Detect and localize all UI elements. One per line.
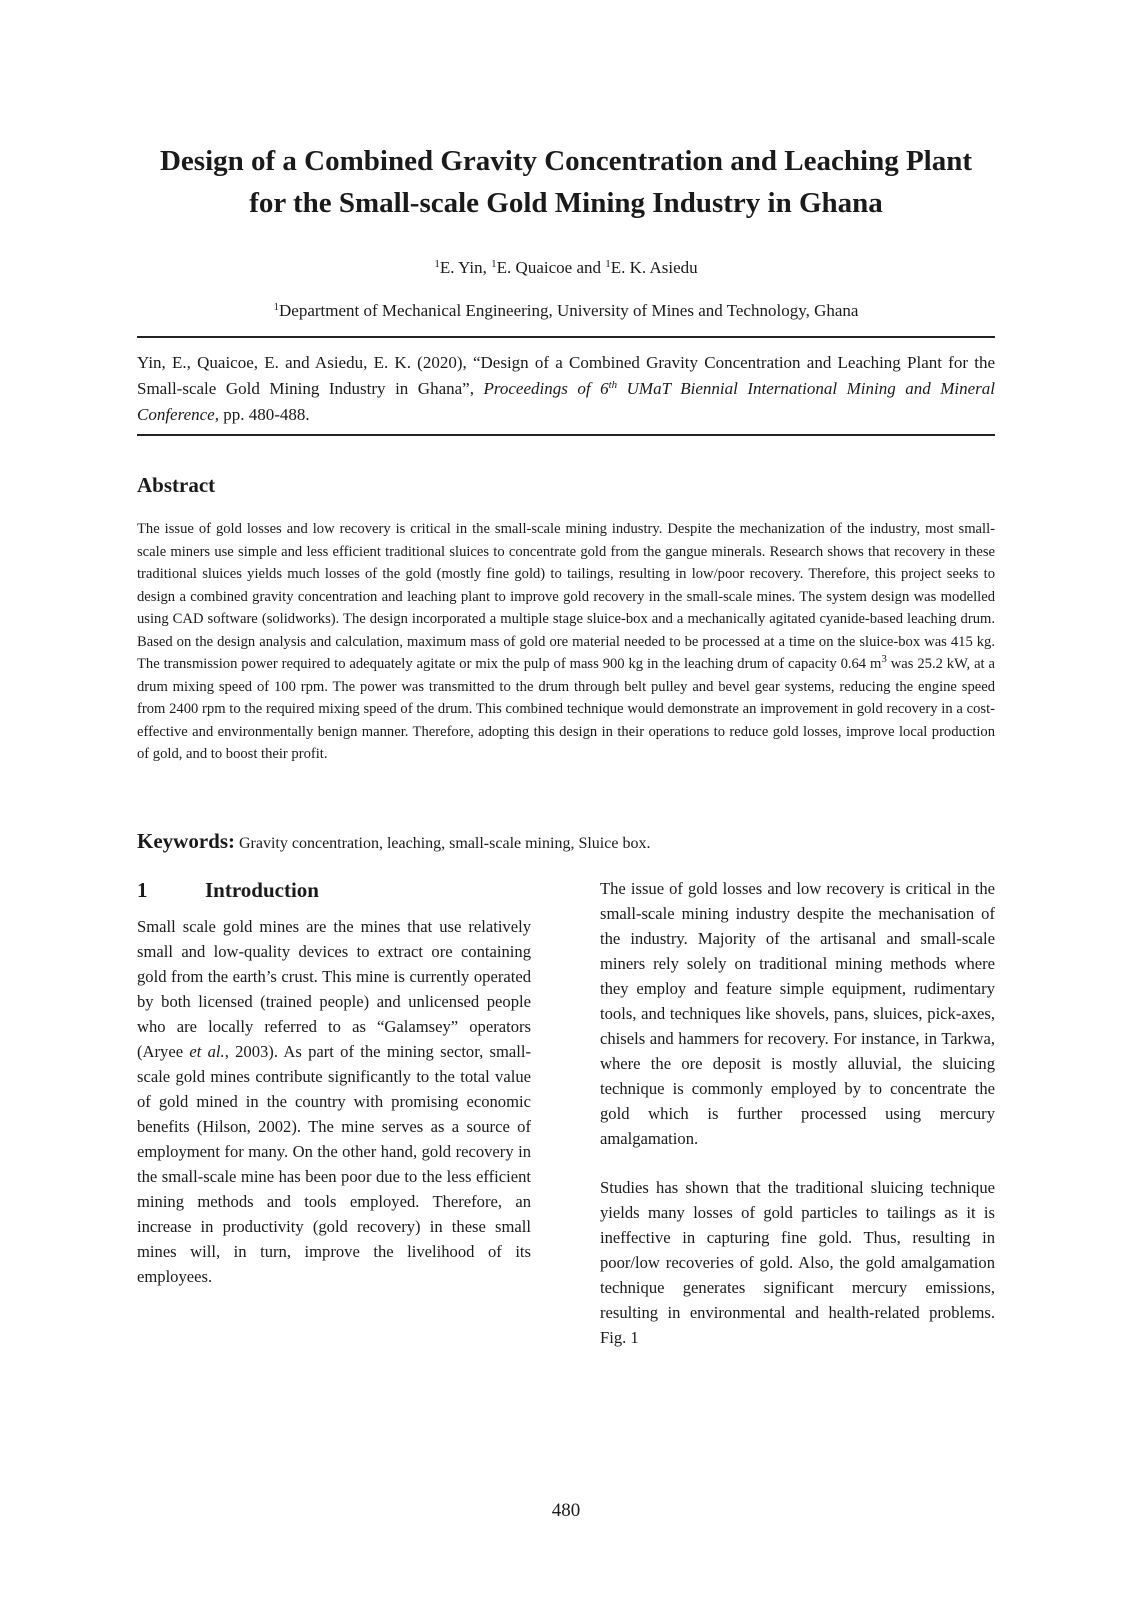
author-3: E. K. Asiedu <box>610 258 698 277</box>
bottom-divider <box>137 434 995 436</box>
citation-text: Yin, E., Quaicoe, E. and Asiedu, E. K. (2020), “Design of a Combined Gravity Concentration and Leaching Plant for the Small-scale Gold Mining Industry in Ghana”, <box>137 353 995 398</box>
title-line-1: Design of a Combined Gravity Concentration and Leaching Plant <box>159 145 973 177</box>
intro-paragraph-1-part-1: Small scale gold mines are the mines that use relatively small and low-quality devices to extract ore containing gold from the earth’s crust. This mine is currently operated by both licensed (trained people) and unlicensed people who are locally referred to as “Galamsey” operators (Aryee <box>137 917 531 1061</box>
abstract-heading: Abstract <box>137 473 216 497</box>
author-list <box>120 258 1012 278</box>
keywords-text: Gravity concentration, leaching, small-scale mining, Sluice box. <box>235 835 651 852</box>
left-column <box>137 876 531 1289</box>
author-2-affil-mark: 1 <box>491 258 497 270</box>
affiliation <box>120 301 1012 321</box>
keywords <box>137 829 995 854</box>
affiliation-text: Department of Mechanical Engineering, University of Mines and Technology, Ghana <box>279 301 859 320</box>
section-heading-introduction <box>137 876 531 904</box>
citation-block <box>137 350 995 428</box>
intro-paragraph-2: The issue of gold losses and low recovery is critical in the small-scale mining industry despite the mechanisation of the industry. Majority of the artisanal and small-scale miners rely solely on traditional mining methods where they employ and feature simple equipment, rudimentary tools, and techniques like shovels, pans, sluices, pick-axes, chisels and hammers for recovery. For instance, in Tarkwa, where the ore deposit is mostly alluvial, the sluicing technique is commonly employed by to concentrate the gold which is further processed using mercury amalgamation. <box>600 879 995 1148</box>
right-column <box>600 876 995 1350</box>
author-1-affil-mark: 1 <box>434 258 440 270</box>
author-2: E. Quaicoe and <box>496 258 606 277</box>
intro-paragraph-3: Studies has shown that the traditional sluicing technique yields many losses of gold particles to tailings as it is ineffective in capturing fine gold. Thus, resulting in poor/low recoveries of gold. Also, the gold amalgamation technique generates significant mercury emissions, resulting in environmental and health-related problems. Fig. 1 <box>600 1178 995 1347</box>
abstract-text-part-1: The issue of gold losses and low recovery is critical in the small-scale mining industry. Despite the mechanization of the industry, most small-scale miners use simple and less efficient traditional sluices to concentrate gold from the gangue minerals. Research shows that recovery in these traditional sluices yields much losses of the gold (mostly fine gold) to tailings, resulting in low/poor recovery. Therefore, this project seeks to design a combined gravity concentration and leaching plant to improve gold recovery in the small-scale mines. The system design was modelled using CAD software (solidworks). The design incorporated a multiple stage sluice-box and a mechanically agitated cyanide-based leaching drum. Based on the design analysis and calculation, maximum mass of gold ore material needed to be processed at a time on the sluice-box was 415 kg. The transmission power required to adequately agitate or mix the pulp of mass 900 kg in the leaching drum of capacity 0.64 m <box>137 521 995 672</box>
affiliation-mark: 1 <box>273 301 279 313</box>
author-1: E. Yin, <box>439 258 492 277</box>
abstract-cubic-sup: 3 <box>881 653 887 665</box>
citation-pages: pp. 480-488. <box>218 405 310 424</box>
intro-paragraph-1-part-2: , 2003). As part of the mining sector, small-scale gold mines contribute significantly to the total value of gold mined in the country with promising economic benefits (Hilson, 2002). The mine serves as a source of employment for many. On the other hand, gold recovery in the small-scale mine has been poor due to the less efficient mining methods and tools employed. Therefore, an increase in productivity (gold recovery) in these small mines will, in turn, improve the livelihood of its employees. <box>137 1042 532 1286</box>
abstract-text-part-2: was 25.2 kW, at a drum mixing speed of 100 rpm. The power was transmitted to the drum through belt pulley and bevel gear systems, reducing the engine speed from 2400 rpm to the required mixing speed of the drum. This combined technique would demonstrate an improvement in gold recovery in a cost-effective and environmentally benign manner. Therefore, adopting this design in their operations to reduce gold losses, improve local production of gold, and to boost their profit. <box>137 656 995 762</box>
page-number: 480 <box>551 1500 581 1521</box>
citation-venue-sup: th <box>608 379 618 391</box>
author-3-affil-mark: 1 <box>605 258 611 270</box>
intro-paragraph-1-italic: et al. <box>189 1042 225 1061</box>
citation-venue-suffix: UMaT Biennial International Mining and Mineral Conference, <box>137 379 995 424</box>
citation-venue-prefix: Proceedings of 6 <box>483 379 609 398</box>
keywords-label: Keywords: <box>137 829 235 853</box>
paper-title <box>120 140 1012 224</box>
section-number: 1 <box>137 878 148 902</box>
abstract-text <box>137 518 995 766</box>
title-line-2: for the Small-scale Gold Mining Industry in Ghana <box>249 187 883 219</box>
section-title: Introduction <box>205 878 319 902</box>
intro-paragraph-1 <box>137 914 531 1289</box>
top-divider <box>137 336 995 338</box>
